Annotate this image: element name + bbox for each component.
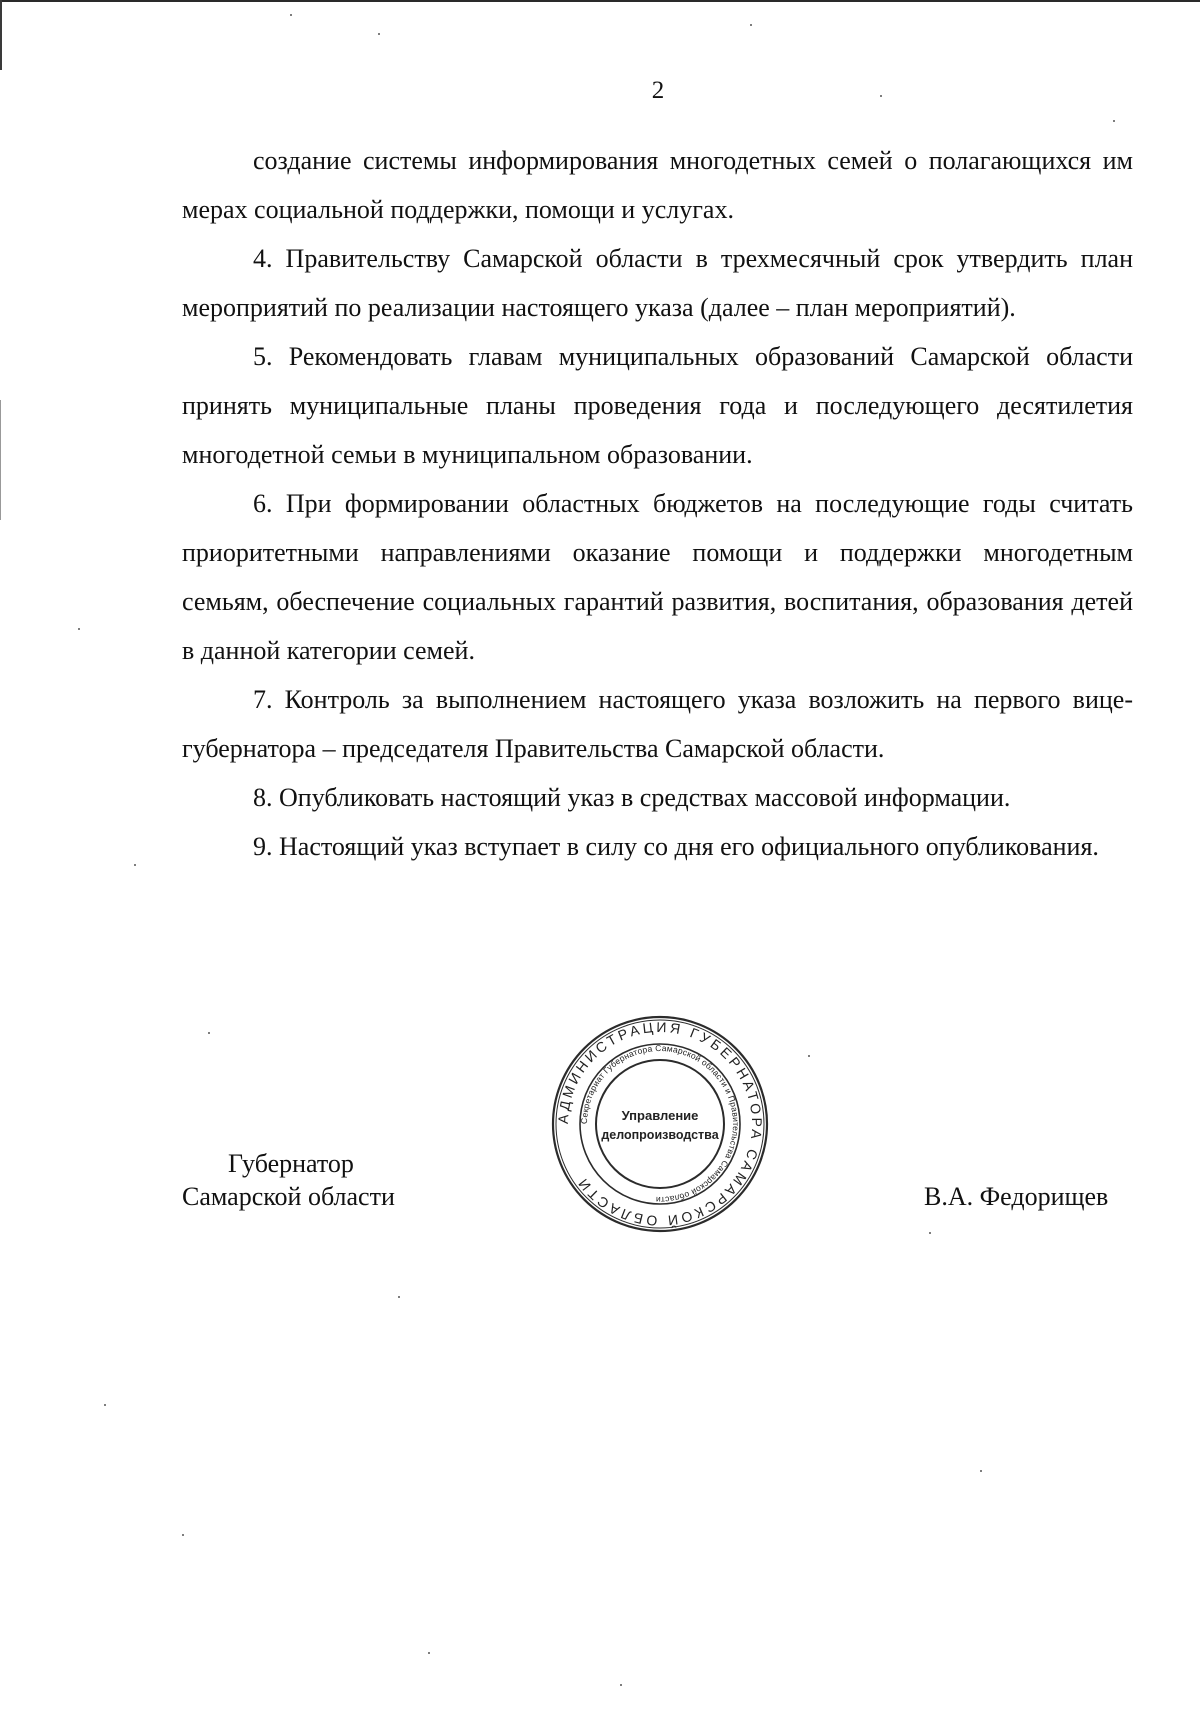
paragraph-continuation: создание системы информирования многодетных семей о полагающихся им мерах социальной поддержки, помощи и услугах. xyxy=(182,146,1133,224)
stamp-inner-text: Секретариат Губернатора Самарской области и Правительства Самарской области xyxy=(578,1042,742,1206)
paragraph-item-8: 8. Опубликовать настоящий указ в средствах массовой информации. xyxy=(253,783,1011,812)
scan-speck xyxy=(134,864,136,866)
scan-speck xyxy=(620,1684,622,1686)
page-number: 2 xyxy=(651,77,665,104)
document-body xyxy=(182,136,1133,871)
scan-speck xyxy=(880,95,882,97)
official-stamp xyxy=(549,1013,771,1235)
signatory-title xyxy=(182,1147,395,1213)
scan-speck xyxy=(750,24,752,26)
paragraph-item-6: 6. При формировании областных бюджетов на последующие годы считать приоритетными направлениями оказание помощи и поддержки многодетным семьям, обеспечение социальных гарантий развития, воспитания, образования детей в данной категории семей. xyxy=(182,489,1133,665)
paragraph-item-4: 4. Правительству Самарской области в трехмесячный срок утвердить план мероприятий по реализации настоящего указа (далее – план мероприятий). xyxy=(182,244,1133,322)
signatory-name: В.А. Федорищев xyxy=(924,1182,1109,1211)
scan-speck xyxy=(428,1652,430,1654)
scan-edge-left xyxy=(0,0,2,70)
scan-speck xyxy=(398,1296,400,1298)
scan-speck xyxy=(980,1470,982,1472)
stamp-outer-text: АДМИНИСТРАЦИЯ ГУБЕРНАТОРА САМАРСКОЙ ОБЛАСТИ xyxy=(554,1018,766,1230)
scan-speck xyxy=(182,1534,184,1536)
scan-edge-left-faint xyxy=(0,400,1,520)
stamp-graphic xyxy=(549,1013,771,1235)
scan-speck xyxy=(929,1232,931,1234)
stamp-center-line2: делопроизводства xyxy=(601,1128,719,1142)
signatory-title-line1: Губернатор xyxy=(228,1149,354,1178)
signatory-title-line2: Самарской области xyxy=(182,1182,395,1211)
scan-speck xyxy=(290,14,292,16)
paragraph-item-9: 9. Настоящий указ вступает в силу со дня его официального опубликования. xyxy=(253,832,1099,861)
stamp-center-line1: Управление xyxy=(621,1108,699,1123)
paragraph-item-5: 5. Рекомендовать главам муниципальных образований Самарской области принять муниципальные планы проведения года и последующего десятилетия многодетной семьи в муниципальном образовании. xyxy=(182,342,1133,469)
scan-speck xyxy=(78,628,80,630)
scan-speck xyxy=(378,33,380,35)
paragraph-item-7: 7. Контроль за выполнением настоящего указа возложить на первого вице-губернатора – председателя Правительства Самарской области. xyxy=(182,685,1133,763)
scan-edge-top xyxy=(0,0,1200,2)
scan-speck xyxy=(808,1055,810,1057)
scan-speck xyxy=(1113,120,1115,122)
scan-speck xyxy=(208,1032,210,1034)
scan-speck xyxy=(104,1404,106,1406)
